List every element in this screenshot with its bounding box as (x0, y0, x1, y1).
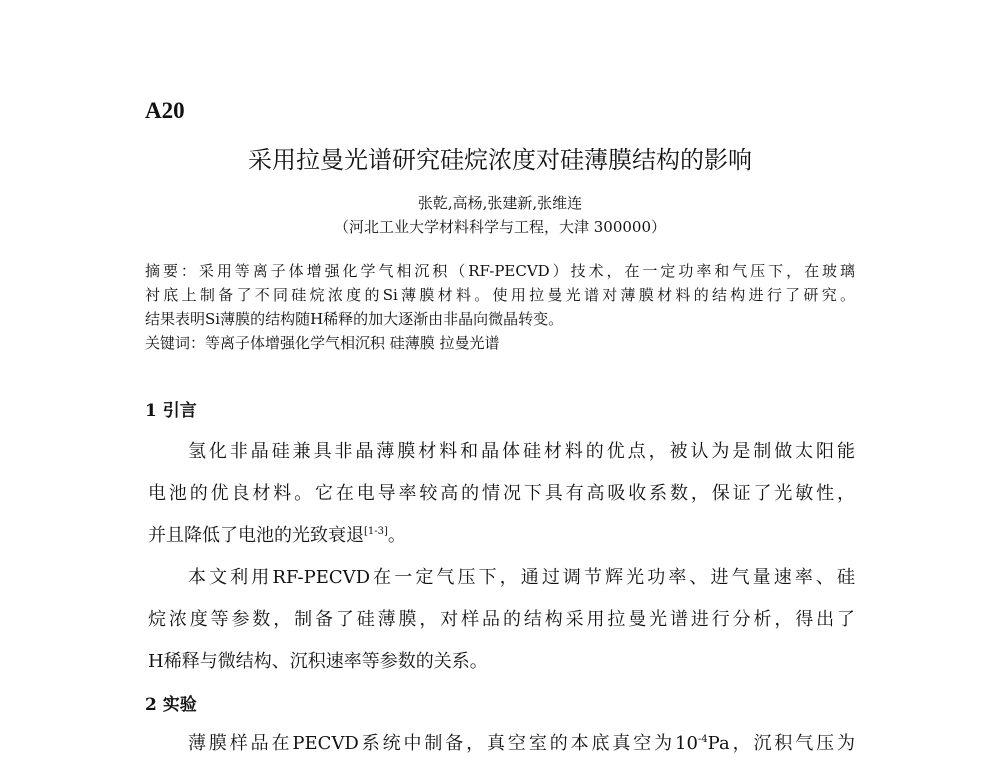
body-line (188, 729, 855, 755)
body-line (148, 521, 855, 547)
section-heading-experiment: 2 实验 (145, 695, 197, 715)
section-heading-intro: 1 引言 (145, 401, 197, 421)
paper-title: 采用拉曼光谱研究硅烷浓度对硅薄膜结构的影响 (248, 146, 752, 174)
exponent: -4 (697, 734, 708, 745)
authors: 张乾,高杨,张建新,张维连 (417, 194, 583, 212)
body-line: 烷浓度等参数，制备了硅薄膜，对样品的结构采用拉曼光谱进行分析，得出了 (148, 609, 855, 630)
abstract-line: 衬底上制备了不同硅烷浓度的Si薄膜材料。使用拉曼光谱对薄膜材料的结构进行了研究。 (145, 286, 855, 304)
abstract-line: 摘要：采用等离子体增强化学气相沉积（RF-PECVD）技术，在一定功率和气压下，在玻璃 (145, 262, 855, 280)
citation: [1-3] (364, 526, 388, 537)
body-line: 电池的优良材料。它在电导率较高的情况下具有高吸收系数，保证了光敏性， (148, 483, 855, 504)
body-line: H稀释与微结构、沉积速率等参数的关系。 (148, 651, 488, 672)
body-line: 氢化非晶硅兼具非晶薄膜材料和晶体硅材料的优点，被认为是制做太阳能 (188, 441, 855, 462)
body-text: 。 (387, 525, 406, 546)
body-text: 并且降低了电池的光致衰退 (148, 525, 364, 546)
keywords: 关键词：等离子体增强化学气相沉积 硅薄膜 拉曼光谱 (145, 334, 500, 352)
abstract-line: 结果表明Si薄膜的结构随H稀释的加大逐渐由非晶向微晶转变。 (145, 310, 564, 328)
body-line: 本文利用RF-PECVD在一定气压下，通过调节辉光功率、进气量速率、硅 (188, 567, 855, 588)
body-text: 薄膜样品在PECVD系统中制备，真空室的本底真空为10 (188, 733, 698, 754)
affiliation: （河北工业大学材料科学与工程，大津 300000） (333, 218, 667, 236)
paper-code: A20 (145, 98, 185, 123)
body-text: Pa，沉积气压为 (707, 733, 855, 754)
